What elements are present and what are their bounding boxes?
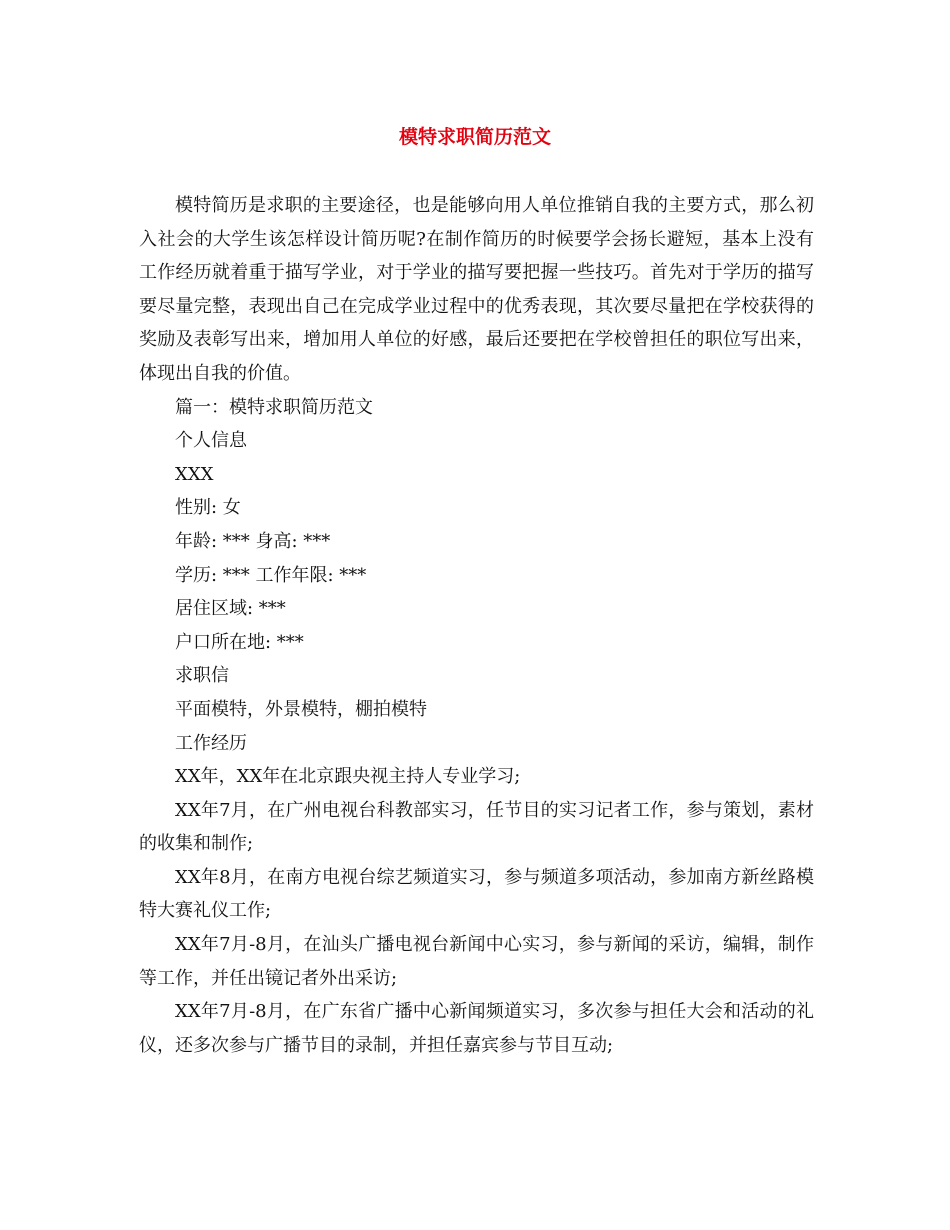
experience-item: XX年7月-8月，在汕头广播电视台新闻中心实习，参与新闻的采访，编辑，制作等工作，并任出镜记者外出采访; xyxy=(139,934,814,989)
section-title: 篇一：模特求职简历范文 xyxy=(175,396,373,418)
age-height-line: 年龄: *** 身高: *** xyxy=(175,530,331,552)
personal-info-heading: 个人信息 xyxy=(175,430,247,452)
education-years-line: 学历: *** 工作年限: *** xyxy=(175,564,367,586)
experience-item: XX年8月，在南方电视台综艺频道实习，参与频道多项活动，参加南方新丝路模特大赛礼仪工作; xyxy=(139,866,814,922)
experience-item: XX年，XX年在北京跟央视主持人专业学习; xyxy=(175,766,521,788)
experience-item: XX年7月，在广州电视台科教部实习，任节目的实习记者工作，参与策划，素材的收集和制作; xyxy=(139,799,814,855)
job-intent-line: 平面模特，外景模特，棚拍模特 xyxy=(175,698,427,720)
experience-item: XX年7月-8月，在广东省广播中心新闻频道实习，多次参与担任大会和活动的礼仪，还多次参与广播节目的录制，并担任嘉宾参与节目互动; xyxy=(139,1001,814,1056)
hukou-line: 户口所在地: *** xyxy=(175,631,304,653)
document-title: 模特求职简历范文 xyxy=(398,126,551,148)
gender-line: 性别: 女 xyxy=(175,497,241,519)
name-line: XXX xyxy=(175,463,214,485)
document-body xyxy=(139,189,814,1062)
experience-heading: 工作经历 xyxy=(175,732,247,754)
intro-paragraph: 模特简历是求职的主要途径，也是能够向用人单位推销自我的主要方式，那么初入社会的大学生该怎样设计简历呢?在制作简历的时候要学会扬长避短，基本上没有工作经历就着重于描写学业，对于学业的描写要把握一些技巧。首先对于学历的描写要尽量完整，表现出自己在完成学业过程中的优秀表现，其次要尽量把在学校获得的奖励及表彰写出来，增加用人单位的好感，最后还要把在学校曾担任的职位写出来，体现出自我的价值。 xyxy=(139,195,814,384)
job-intent-heading: 求职信 xyxy=(175,665,229,687)
residence-line: 居住区域: *** xyxy=(175,598,286,620)
